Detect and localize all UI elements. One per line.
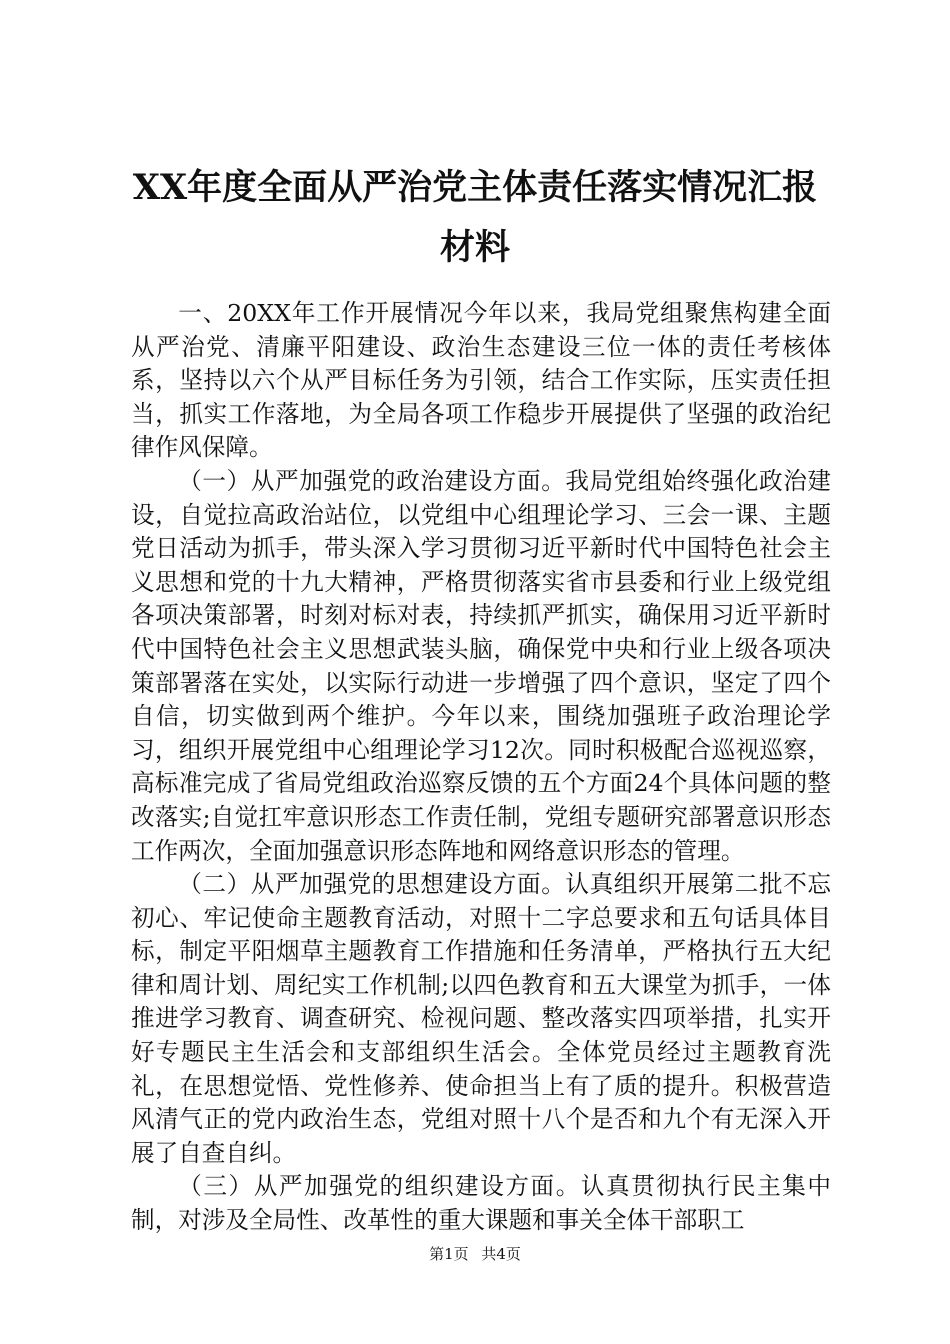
document-body bbox=[131, 297, 831, 1238]
page-footer bbox=[0, 1244, 950, 1264]
paragraph-intro: 一、20XX年工作开展情况今年以来，我局党组聚焦构建全面从严治党、清廉平阳建设、政治生态建设三位一体的责任考核体系，坚持以六个从严目标任务为引领，结合工作实际，压实责任担当，抓实工作落地，为全局各项工作稳步开展提供了坚强的政治纪律作风保障。 bbox=[131, 299, 831, 462]
paragraph-organizational-building: （三）从严加强党的组织建设方面。认真贯彻执行民主集中制，对涉及全局性、改革性的重大课题和事关全体干部职工 bbox=[131, 1172, 831, 1235]
paragraph-ideological-building: （二）从严加强党的思想建设方面。认真组织开展第二批不忘初心、牢记使命主题教育活动，对照十二字总要求和五句话具体目标，制定平阳烟草主题教育工作措施和任务清单，严格执行五大纪律和周计划、周纪实工作机制;以四色教育和五大课堂为抓手，一体推进学习教育、调查研究、检视问题、整改落实四项举措，扎实开好专题民主生活会和支部组织生活会。全体党员经过主题教育洗礼，在思想觉悟、党性修养、使命担当上有了质的提升。积极营造风清气正的党内政治生态，党组对照十八个是否和九个有无深入开展了自查自纠。 bbox=[131, 870, 831, 1167]
page-number: 第1页 bbox=[429, 1245, 469, 1263]
page-total: 共4页 bbox=[481, 1245, 521, 1263]
paragraph-political-building: （一）从严加强党的政治建设方面。我局党组始终强化政治建设，自觉拉高政治站位，以党组中心组理论学习、三会一课、主题党日活动为抓手，带头深入学习贯彻习近平新时代中国特色社会主义思想和党的十九大精神，严格贯彻落实省市县委和行业上级党组各项决策部署，时刻对标对表，持续抓严抓实，确保用习近平新时代中国特色社会主义思想武装头脑，确保党中央和行业上级各项决策部署落在实处，以实际行动进一步增强了四个意识，坚定了四个自信，切实做到两个维护。今年以来，围绕加强班子政治理论学习，组织开展党组中心组理论学习12次。同时积极配合巡视巡察，高标准完成了省局党组政治巡察反馈的五个方面24个具体问题的整改落实;自觉扛牢意识形态工作责任制，党组专题研究部署意识形态工作两次，全面加强意识形态阵地和网络意识形态的管理。 bbox=[131, 466, 831, 865]
document-title: XX年度全面从严治党主体责任落实情况汇报材料 bbox=[132, 167, 818, 268]
